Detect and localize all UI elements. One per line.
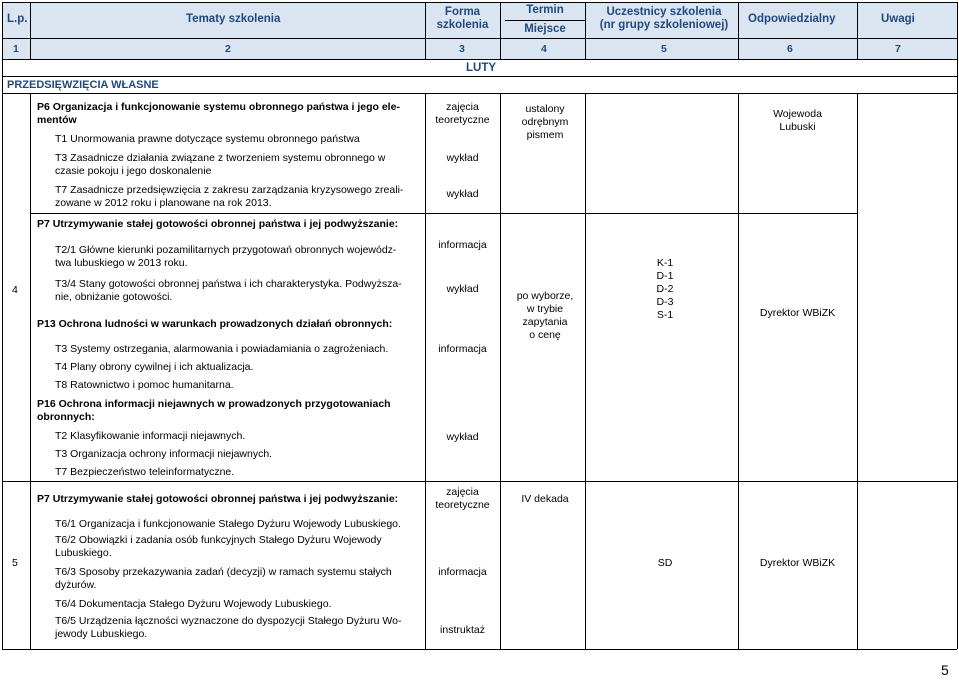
row4-term: po wyborze, w trybie zapytania o cenę — [516, 290, 574, 341]
rule-col6-head — [857, 2, 858, 59]
row4-p13: P13 Ochrona ludności w warunkach prowadzonych działań obronnych: — [37, 318, 393, 330]
header-topics: Tematy szkolenia — [186, 13, 281, 25]
row4-t7: T7 Bezpieczeństwo teleinformatyczne. — [55, 466, 235, 478]
rule-col3-body — [500, 93, 501, 649]
row3-t7: T7 Zasadnicze przedsięwzięcia z zakresu zarządzania kryzysowego zreali- zowane w 2012 roku i planowane na rok 2013. — [55, 184, 404, 209]
row5-p7: P7 Utrzymywanie stałej gotowości obronnej państwa i jej podwyższanie: — [37, 493, 399, 505]
rule-row5-bottom — [2, 649, 957, 650]
rule-numbers-bottom — [2, 59, 957, 60]
header-responsible: Odpowiedzialny — [748, 13, 836, 25]
row4-t3: T3 Systemy ostrzegania, alarmowania i powiadamiania o zagrożeniach. — [55, 343, 389, 355]
rule-col1-body — [30, 93, 31, 649]
header-participants: Uczestnicy szkolenia (nr grupy szkoleniowej) — [599, 6, 729, 31]
header-place: Miejsce — [524, 23, 566, 35]
rule-left — [2, 2, 3, 649]
row5-lp: 5 — [12, 557, 18, 569]
row3-form1: zajęcia teoretyczne — [435, 101, 490, 126]
rule-header-mid — [505, 20, 585, 21]
row4-p16: P16 Ochrona informacji niejawnych w prowadzonych przygotowaniach obronnych: — [37, 398, 391, 423]
col-num-4: 4 — [541, 43, 547, 55]
row5-t63: T6/3 Sposoby przekazywania zadań (decyzji) w ramach systemu stałych dyżurów. — [55, 566, 392, 591]
col-num-7: 7 — [895, 43, 901, 55]
row5-form1: zajęcia teoretyczne — [435, 486, 490, 511]
row3-form2: wykład — [446, 152, 479, 164]
rule-col2-body — [425, 93, 426, 649]
row4-responsible: Dyrektor WBiZK — [759, 307, 836, 319]
rule-right — [957, 2, 958, 649]
rule-col1-head — [30, 2, 31, 59]
row3-responsible: Wojewoda Lubuski — [773, 108, 822, 133]
row4-groups: K-1 D-1 D-2 D-3 S-1 — [656, 257, 674, 321]
col-num-3: 3 — [459, 43, 465, 55]
row5-t64: T6/4 Dokumentacja Stałego Dyżuru Wojewody Lubuskiego. — [55, 598, 332, 610]
header-lp: L.p. — [7, 13, 28, 25]
row4-form-b: wykład — [446, 283, 479, 295]
row5-t61: T6/1 Organizacja i funkcjonowanie Stałego Dyżuru Wojewody Lubuskiego. — [55, 518, 401, 530]
rule-section-bottom — [2, 93, 957, 94]
row4-p7: P7 Utrzymywanie stałej gotowości obronnej państwa i jej podwyższanie: — [37, 218, 399, 230]
row4-t3b: T3 Organizacja ochrony informacji niejawnych. — [55, 448, 273, 460]
row4-t21: T2/1 Główne kierunki pozamilitarnych przygotowań obronnych wojewódz- twa lubuskiego w 2013 roku. — [55, 244, 397, 269]
page-number: 5 — [941, 662, 949, 678]
rule-month-bottom — [2, 76, 957, 77]
rule-col6-body — [857, 93, 858, 649]
row5-t62: T6/2 Obowiązki i zadania osób funkcyjnych Stałego Dyżuru Wojewody Lubuskiego. — [55, 534, 382, 559]
month-label: LUTY — [466, 62, 497, 74]
rule-col5-head — [738, 2, 739, 59]
row4-form-d: wykład — [446, 431, 479, 443]
row4-form-c: informacja — [438, 343, 487, 355]
header-remarks: Uwagi — [881, 13, 915, 25]
row5-t65: T6/5 Urządzenia łączności wyznaczone do dyspozycji Stałego Dyżuru Wo- jewody Lubuskiego. — [55, 615, 402, 640]
rule-header-bottom — [2, 38, 957, 39]
row4-t4: T4 Plany obrony cywilnej i ich aktualizacja. — [55, 361, 254, 373]
row4-lp: 4 — [12, 284, 18, 296]
col-num-1: 1 — [13, 43, 19, 55]
row4-form-a: informacja — [438, 239, 487, 251]
rule-col3-head — [500, 2, 501, 59]
rule-row3-bottom — [30, 213, 857, 214]
row3-t3: T3 Zasadnicze działania związane z tworzeniem systemu obronnego w czasie pokoju i jego doskonalenie — [55, 152, 386, 177]
row4-t2: T2 Klasyfikowanie informacji niejawnych. — [55, 430, 246, 442]
header-term: Termin — [526, 4, 564, 16]
rule-top — [2, 2, 957, 3]
section-title: PRZEDSIĘWZIĘCIA WŁASNE — [7, 79, 159, 91]
col-num-6: 6 — [787, 43, 793, 55]
header-form: Forma szkolenia — [436, 6, 489, 31]
rule-col5-body — [738, 93, 739, 649]
col-num-5: 5 — [661, 43, 667, 55]
row5-term: IV dekada — [521, 493, 569, 505]
row4-t8: T8 Ratownictwo i pomoc humanitarna. — [55, 379, 234, 391]
rule-col2-head — [425, 2, 426, 59]
rule-row4-bottom — [2, 481, 957, 482]
rule-col4-head — [585, 2, 586, 59]
row4-t34: T3/4 Stany gotowości obronnej państwa i ich charakterystyka. Podwyższa- nie, obniżanie gotowości. — [55, 278, 402, 303]
row5-form2: informacja — [438, 566, 487, 578]
row3-t1: T1 Unormowania prawne dotyczące systemu obronnego państwa — [55, 133, 360, 145]
row3-form3: wykład — [446, 188, 479, 200]
rule-col4-body — [585, 93, 586, 649]
row5-group: SD — [657, 557, 673, 569]
row5-responsible: Dyrektor WBiZK — [759, 557, 836, 569]
row3-term: ustalony odrębnym pismem — [521, 103, 569, 141]
row5-form3: instruktaż — [440, 624, 485, 636]
row3-title: P6 Organizacja i funkcjonowanie systemu obronnego państwa i jego ele- mentów — [37, 101, 400, 126]
col-num-2: 2 — [225, 43, 231, 55]
